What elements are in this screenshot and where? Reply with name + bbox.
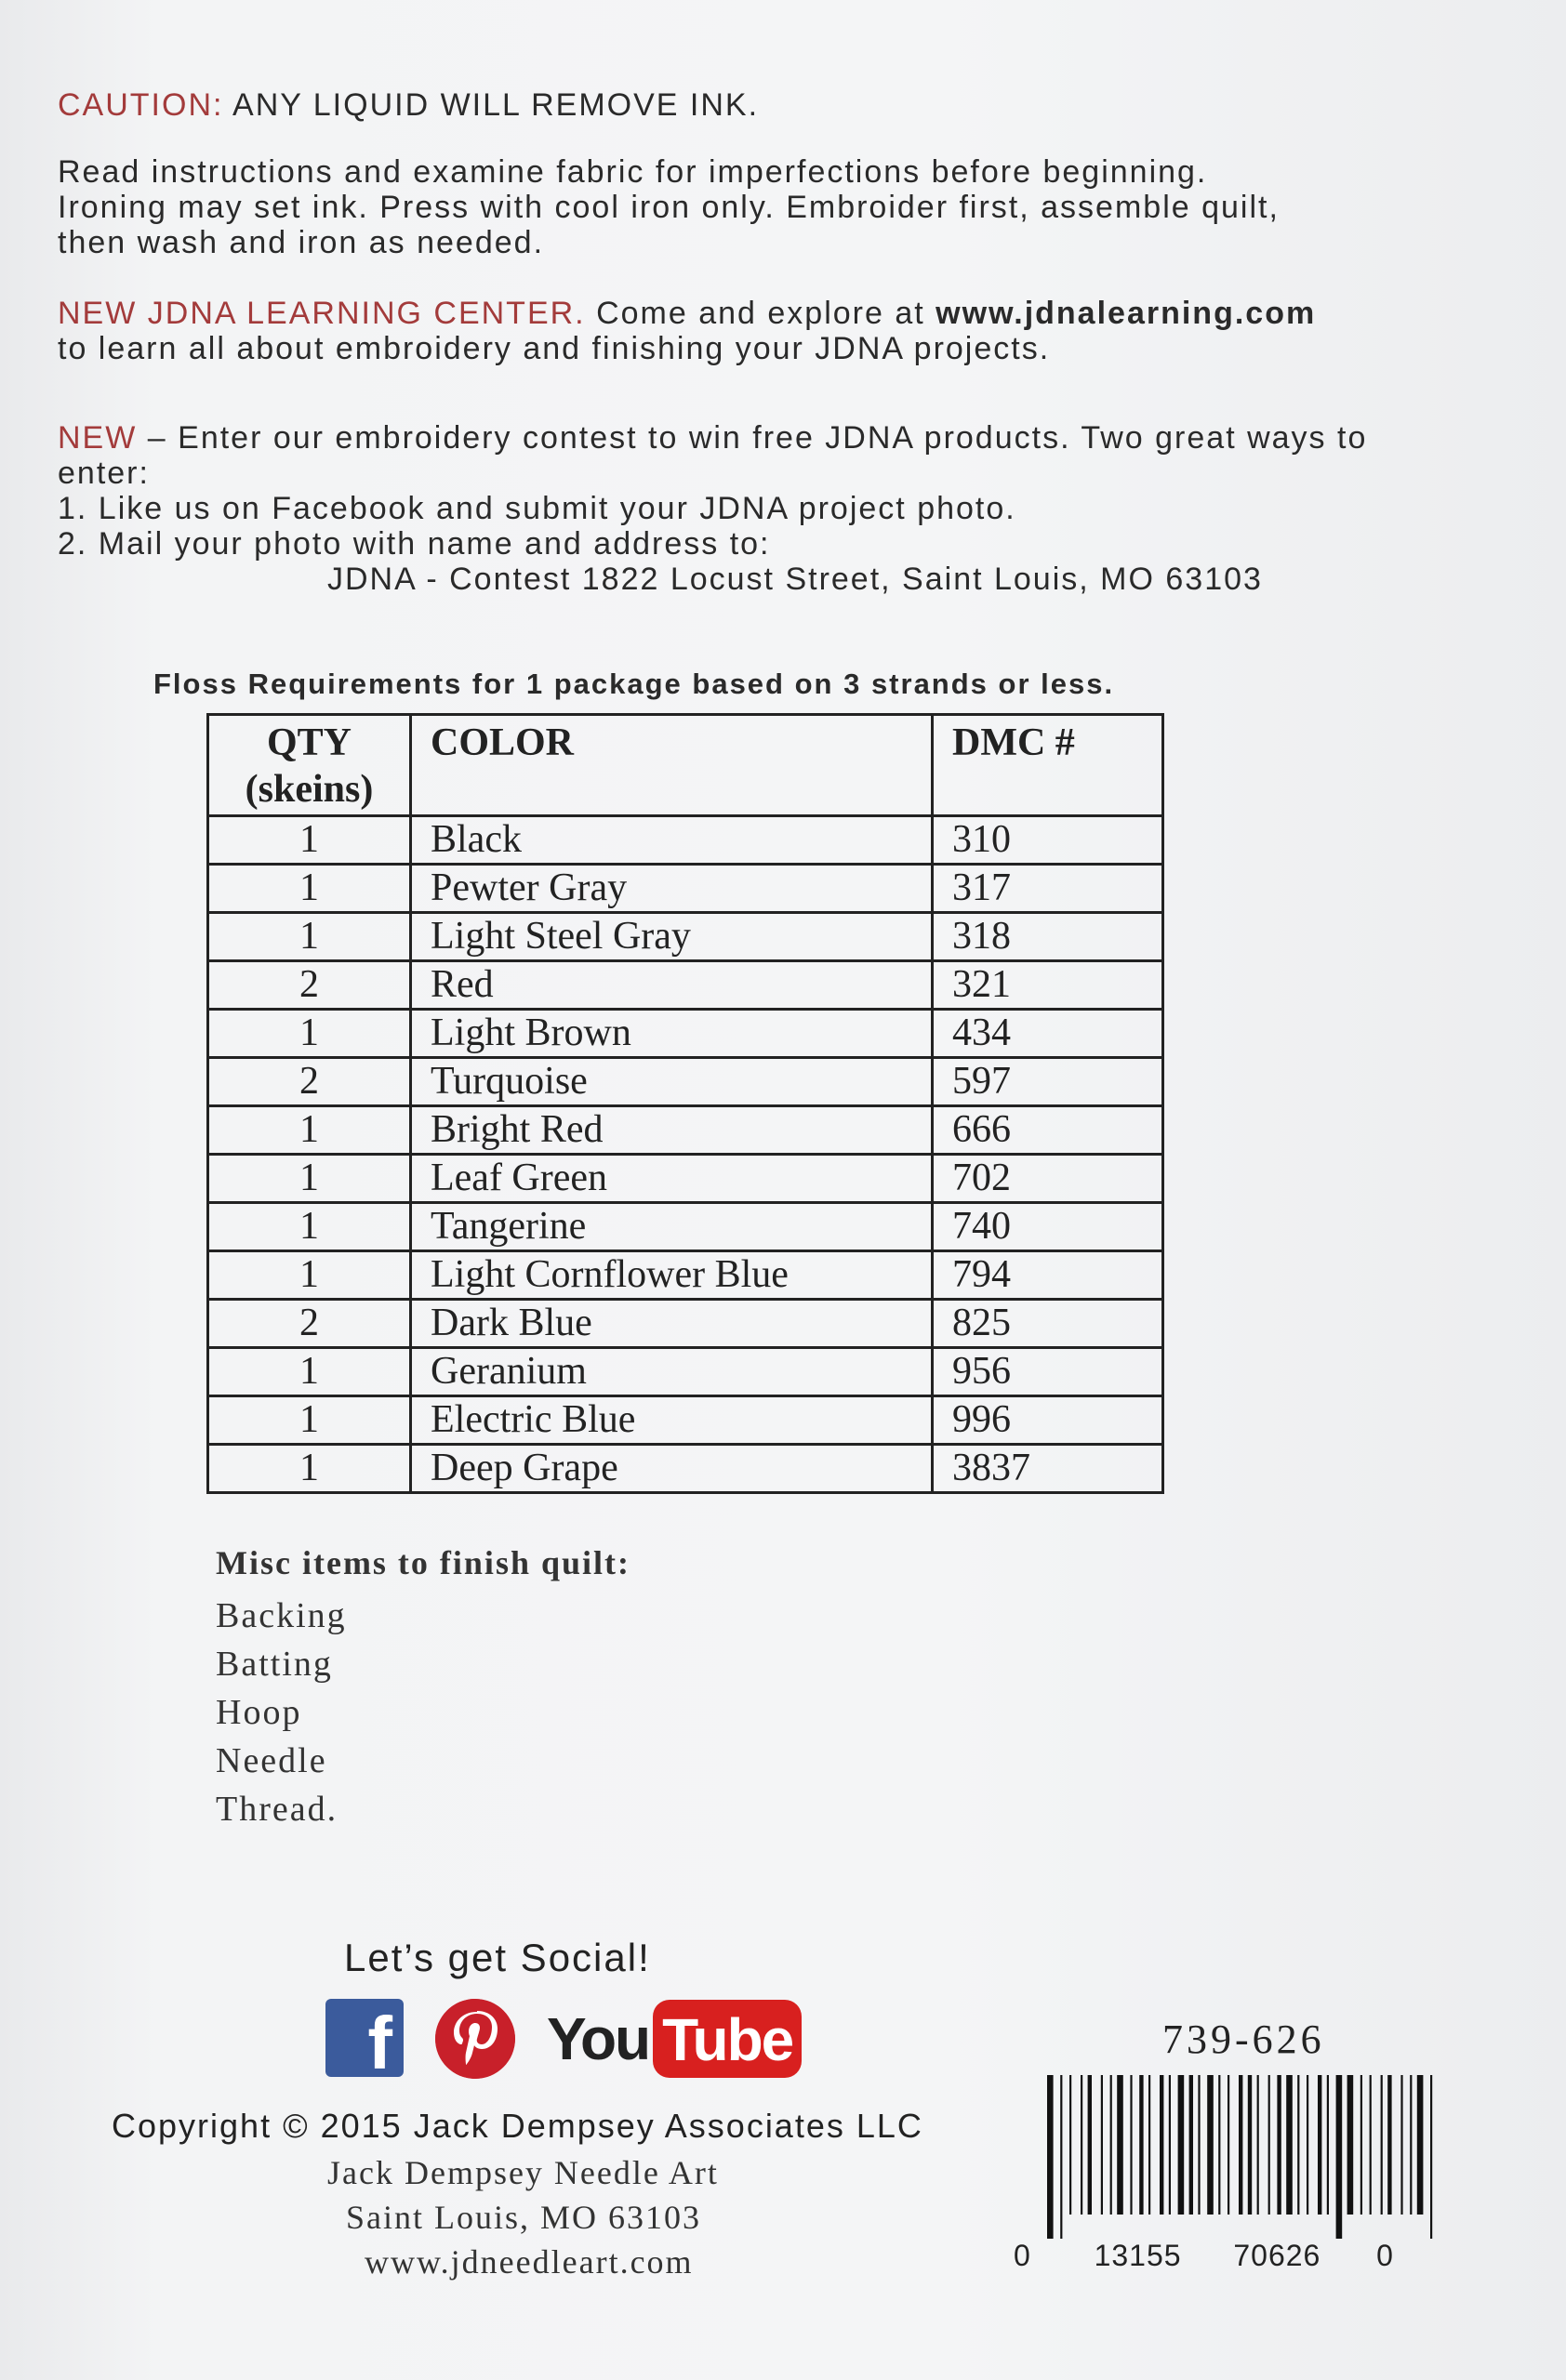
dmc-cell: 434 (933, 1010, 1163, 1058)
youtube-icon[interactable] (547, 1997, 802, 2081)
table-row (208, 1058, 1163, 1106)
color-cell: Light Cornflower Blue (411, 1251, 933, 1300)
facebook-icon[interactable]: f (325, 1999, 404, 2077)
barcode-bar (1268, 2075, 1270, 2215)
dmc-cell: 794 (933, 1251, 1163, 1300)
caution-text: ANY LIQUID WILL REMOVE INK. (232, 87, 760, 123)
learning-center-text: Come and explore at (596, 296, 925, 331)
contest-label: NEW (58, 420, 138, 456)
qty-cell: 1 (208, 1155, 411, 1203)
barcode-bar (1081, 2075, 1082, 2215)
barcode-bar (1307, 2075, 1308, 2215)
barcode-bar (1178, 2075, 1185, 2215)
barcode-bar (1117, 2075, 1123, 2215)
dmc-cell: 317 (933, 865, 1163, 913)
floss-table (206, 713, 1164, 1494)
youtube-you-text: You (547, 2005, 650, 2072)
table-row (208, 1010, 1163, 1058)
barcode-bar (1370, 2075, 1372, 2215)
list-item: Hoop (216, 1693, 302, 1732)
barcode-bar (1069, 2075, 1071, 2215)
list-item: Batting (216, 1645, 333, 1684)
qty-header (208, 715, 411, 816)
qty-cell: 2 (208, 1300, 411, 1348)
color-cell: Electric Blue (411, 1396, 933, 1445)
qty-cell: 1 (208, 1251, 411, 1300)
barcode-bar (1101, 2075, 1103, 2215)
dmc-cell: 702 (933, 1155, 1163, 1203)
color-cell: Geranium (411, 1348, 933, 1396)
barcode-bar (1110, 2075, 1112, 2215)
dmc-cell: 740 (933, 1203, 1163, 1251)
qty-cell: 2 (208, 1058, 411, 1106)
barcode-bar (1047, 2075, 1054, 2239)
table-row (208, 913, 1163, 961)
qty-cell: 1 (208, 1010, 411, 1058)
color-cell: Pewter Gray (411, 865, 933, 913)
table-row (208, 1203, 1163, 1251)
caution-line (58, 87, 759, 124)
color-cell: Bright Red (411, 1106, 933, 1155)
barcode-digits-group-1: 13155 (1094, 2239, 1182, 2272)
qty-cell: 1 (208, 865, 411, 913)
learning-center-link[interactable]: www.jdnalearning.com (936, 296, 1317, 331)
barcode-bar (1239, 2075, 1242, 2215)
barcode-bar (1336, 2075, 1343, 2239)
color-cell: Turquoise (411, 1058, 933, 1106)
dmc-header: DMC # (933, 715, 1163, 816)
barcode-bar (1130, 2075, 1132, 2215)
barcode-bar (1347, 2075, 1354, 2215)
table-row (208, 961, 1163, 1010)
color-cell: Light Brown (411, 1010, 933, 1058)
barcode-bar (1387, 2075, 1391, 2215)
barcode-bar (1277, 2075, 1281, 2215)
dmc-cell: 956 (933, 1348, 1163, 1396)
barcode-bar (1060, 2075, 1062, 2239)
contest-address: JDNA - Contest 1822 Locust Street, Saint Louis, MO 63103 (327, 562, 1263, 597)
table-row (208, 816, 1163, 865)
dmc-cell: 318 (933, 913, 1163, 961)
dmc-cell: 666 (933, 1106, 1163, 1155)
qty-cell: 1 (208, 1203, 411, 1251)
list-item: Thread. (216, 1790, 338, 1829)
color-cell: Dark Blue (411, 1300, 933, 1348)
company-city: Saint Louis, MO 63103 (346, 2199, 702, 2236)
barcode-bar (1088, 2075, 1092, 2215)
instructions-line-2: Ironing may set ink. Press with cool iron only. Embroider first, assemble quilt, (58, 190, 1280, 225)
barcode-bar (1139, 2075, 1143, 2215)
contest-step-2: 2. Mail your photo with name and address to: (58, 526, 771, 562)
barcode-bar (1218, 2075, 1220, 2215)
barcode-digit-left: 0 (1014, 2239, 1031, 2272)
company-name: Jack Dempsey Needle Art (327, 2154, 719, 2191)
qty-cell: 1 (208, 1445, 411, 1493)
color-cell: Leaf Green (411, 1155, 933, 1203)
barcode-bar (1410, 2075, 1412, 2215)
barcode-bar (1169, 2075, 1171, 2215)
table-row (208, 865, 1163, 913)
barcode-icon (1045, 2075, 1436, 2239)
barcode-bar (1286, 2075, 1293, 2215)
qty-cell: 1 (208, 913, 411, 961)
list-item: Needle (216, 1741, 327, 1780)
table-row (208, 1445, 1163, 1493)
barcode-bar (1297, 2075, 1299, 2215)
learning-center-label: NEW JDNA LEARNING CENTER. (58, 296, 586, 331)
dmc-cell: 310 (933, 816, 1163, 865)
copyright: Copyright © 2015 Jack Dempsey Associates LLC (112, 2107, 923, 2145)
social-title: Let’s get Social! (344, 1936, 651, 1979)
color-cell: Deep Grape (411, 1445, 933, 1493)
instructions-line-3: then wash and iron as needed. (58, 225, 545, 260)
table-row (208, 1251, 1163, 1300)
table-row (208, 1396, 1163, 1445)
qty-cell: 2 (208, 961, 411, 1010)
barcode-bar (1327, 2075, 1329, 2215)
barcode-bar (1148, 2075, 1150, 2215)
pinterest-icon[interactable] (435, 1999, 515, 2079)
qty-cell: 1 (208, 816, 411, 865)
table-row (208, 1300, 1163, 1348)
barcode-bar (1257, 2075, 1259, 2215)
item-number: 739-626 (1162, 2016, 1325, 2062)
barcode-bar (1430, 2075, 1432, 2239)
contest-step-1: 1. Like us on Facebook and submit your JDNA project photo. (58, 491, 1016, 526)
barcode-bar (1207, 2075, 1214, 2215)
color-header: COLOR (411, 715, 933, 816)
contest-line-2: enter: (58, 456, 150, 491)
company-website[interactable]: www.jdneedleart.com (365, 2243, 694, 2281)
dmc-cell: 597 (933, 1058, 1163, 1106)
barcode-bar (1248, 2075, 1252, 2215)
misc-items-section (216, 1543, 630, 1833)
youtube-tube-text: Tube (653, 2000, 802, 2078)
qty-cell: 1 (208, 1106, 411, 1155)
dmc-cell: 321 (933, 961, 1163, 1010)
dmc-cell: 996 (933, 1396, 1163, 1445)
barcode-bar (1360, 2075, 1362, 2215)
table-row (208, 1106, 1163, 1155)
list-item: Backing (216, 1596, 347, 1635)
barcode-bar (1318, 2075, 1321, 2215)
barcode-bar (1400, 2075, 1402, 2215)
color-cell: Black (411, 816, 933, 865)
barcode-digits-group-2: 70626 (1233, 2239, 1321, 2272)
dmc-cell: 3837 (933, 1445, 1163, 1493)
barcode-bar (1198, 2075, 1200, 2215)
qty-header-unit: (skeins) (245, 768, 374, 811)
qty-cell: 1 (208, 1396, 411, 1445)
barcode-bar (1189, 2075, 1193, 2215)
color-cell: Light Steel Gray (411, 913, 933, 961)
floss-requirements-title: Floss Requirements for 1 package based on 3 strands or less. (153, 668, 1115, 700)
floss-table-header (208, 715, 1163, 816)
barcode-bar (1417, 2075, 1424, 2215)
contest-line (58, 420, 1367, 456)
table-row (208, 1155, 1163, 1203)
color-cell: Tangerine (411, 1203, 933, 1251)
caution-label: CAUTION: (58, 87, 224, 123)
dmc-cell: 825 (933, 1300, 1163, 1348)
table-row (208, 1348, 1163, 1396)
barcode-bar (1160, 2075, 1163, 2215)
misc-items-title: Misc items to finish quilt: (216, 1544, 630, 1581)
barcode-digit-right: 0 (1376, 2239, 1394, 2272)
learning-center-line-2: to learn all about embroidery and finishing your JDNA projects. (58, 331, 1051, 366)
barcode-bar (1228, 2075, 1229, 2215)
qty-cell: 1 (208, 1348, 411, 1396)
qty-header-label: QTY (266, 721, 352, 764)
color-cell: Red (411, 961, 933, 1010)
contest-text: – Enter our embroidery contest to win free JDNA products. Two great ways to (147, 420, 1368, 456)
barcode-bar (1381, 2075, 1383, 2215)
instructions-line-1: Read instructions and examine fabric for imperfections before beginning. (58, 154, 1208, 190)
barcode-digits (1014, 2239, 1432, 2273)
learning-center-line (58, 296, 1316, 332)
